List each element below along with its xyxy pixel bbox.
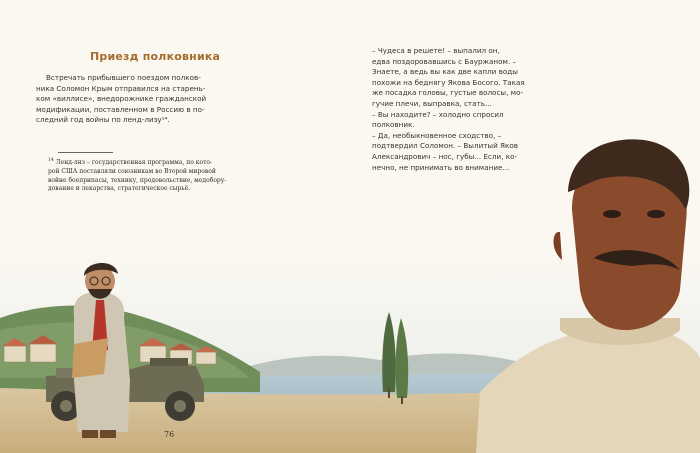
footnote-marker: 14	[48, 158, 54, 163]
intro-paragraph: Встречать прибывшего поездом полков- ника Соломон Крым отправился на старень- ком «виллисе», внедорожнике гражданской модификации, поставленном в Россию в по- следний год войны по ленд-лизу¹⁴.	[36, 73, 207, 125]
dialogue-text: – Чудеса в решете! – выпалил он, едва поздоровавшись с Бауржаном. – Знаете, а ведь вы как две капли воды похожи на беднягу Якова Босого. Такая же посадка головы, густые волосы, мо- гучие плечи, выправка, стать... – Вы находите? – холодно спросил полковник. – Да, необыкновенное сходство, – подтвердил Соломон. – Вылитый Яков Александрович – нос, губы... Если, ко- нечно, не принимать во внимание...	[372, 46, 525, 172]
page-number: 76	[164, 430, 175, 439]
footnote	[48, 157, 270, 194]
footnote-divider	[58, 152, 113, 153]
footnote-text: Ленд-лиз – государственная программа, по кото- рой США поставляли союзникам во Второй мировой войне боеприпасы, технику, продовольствие, медобору- дование и лекарства, стратегическое сырьё.	[48, 159, 227, 193]
chapter-title: Приезд полковника	[90, 50, 221, 63]
